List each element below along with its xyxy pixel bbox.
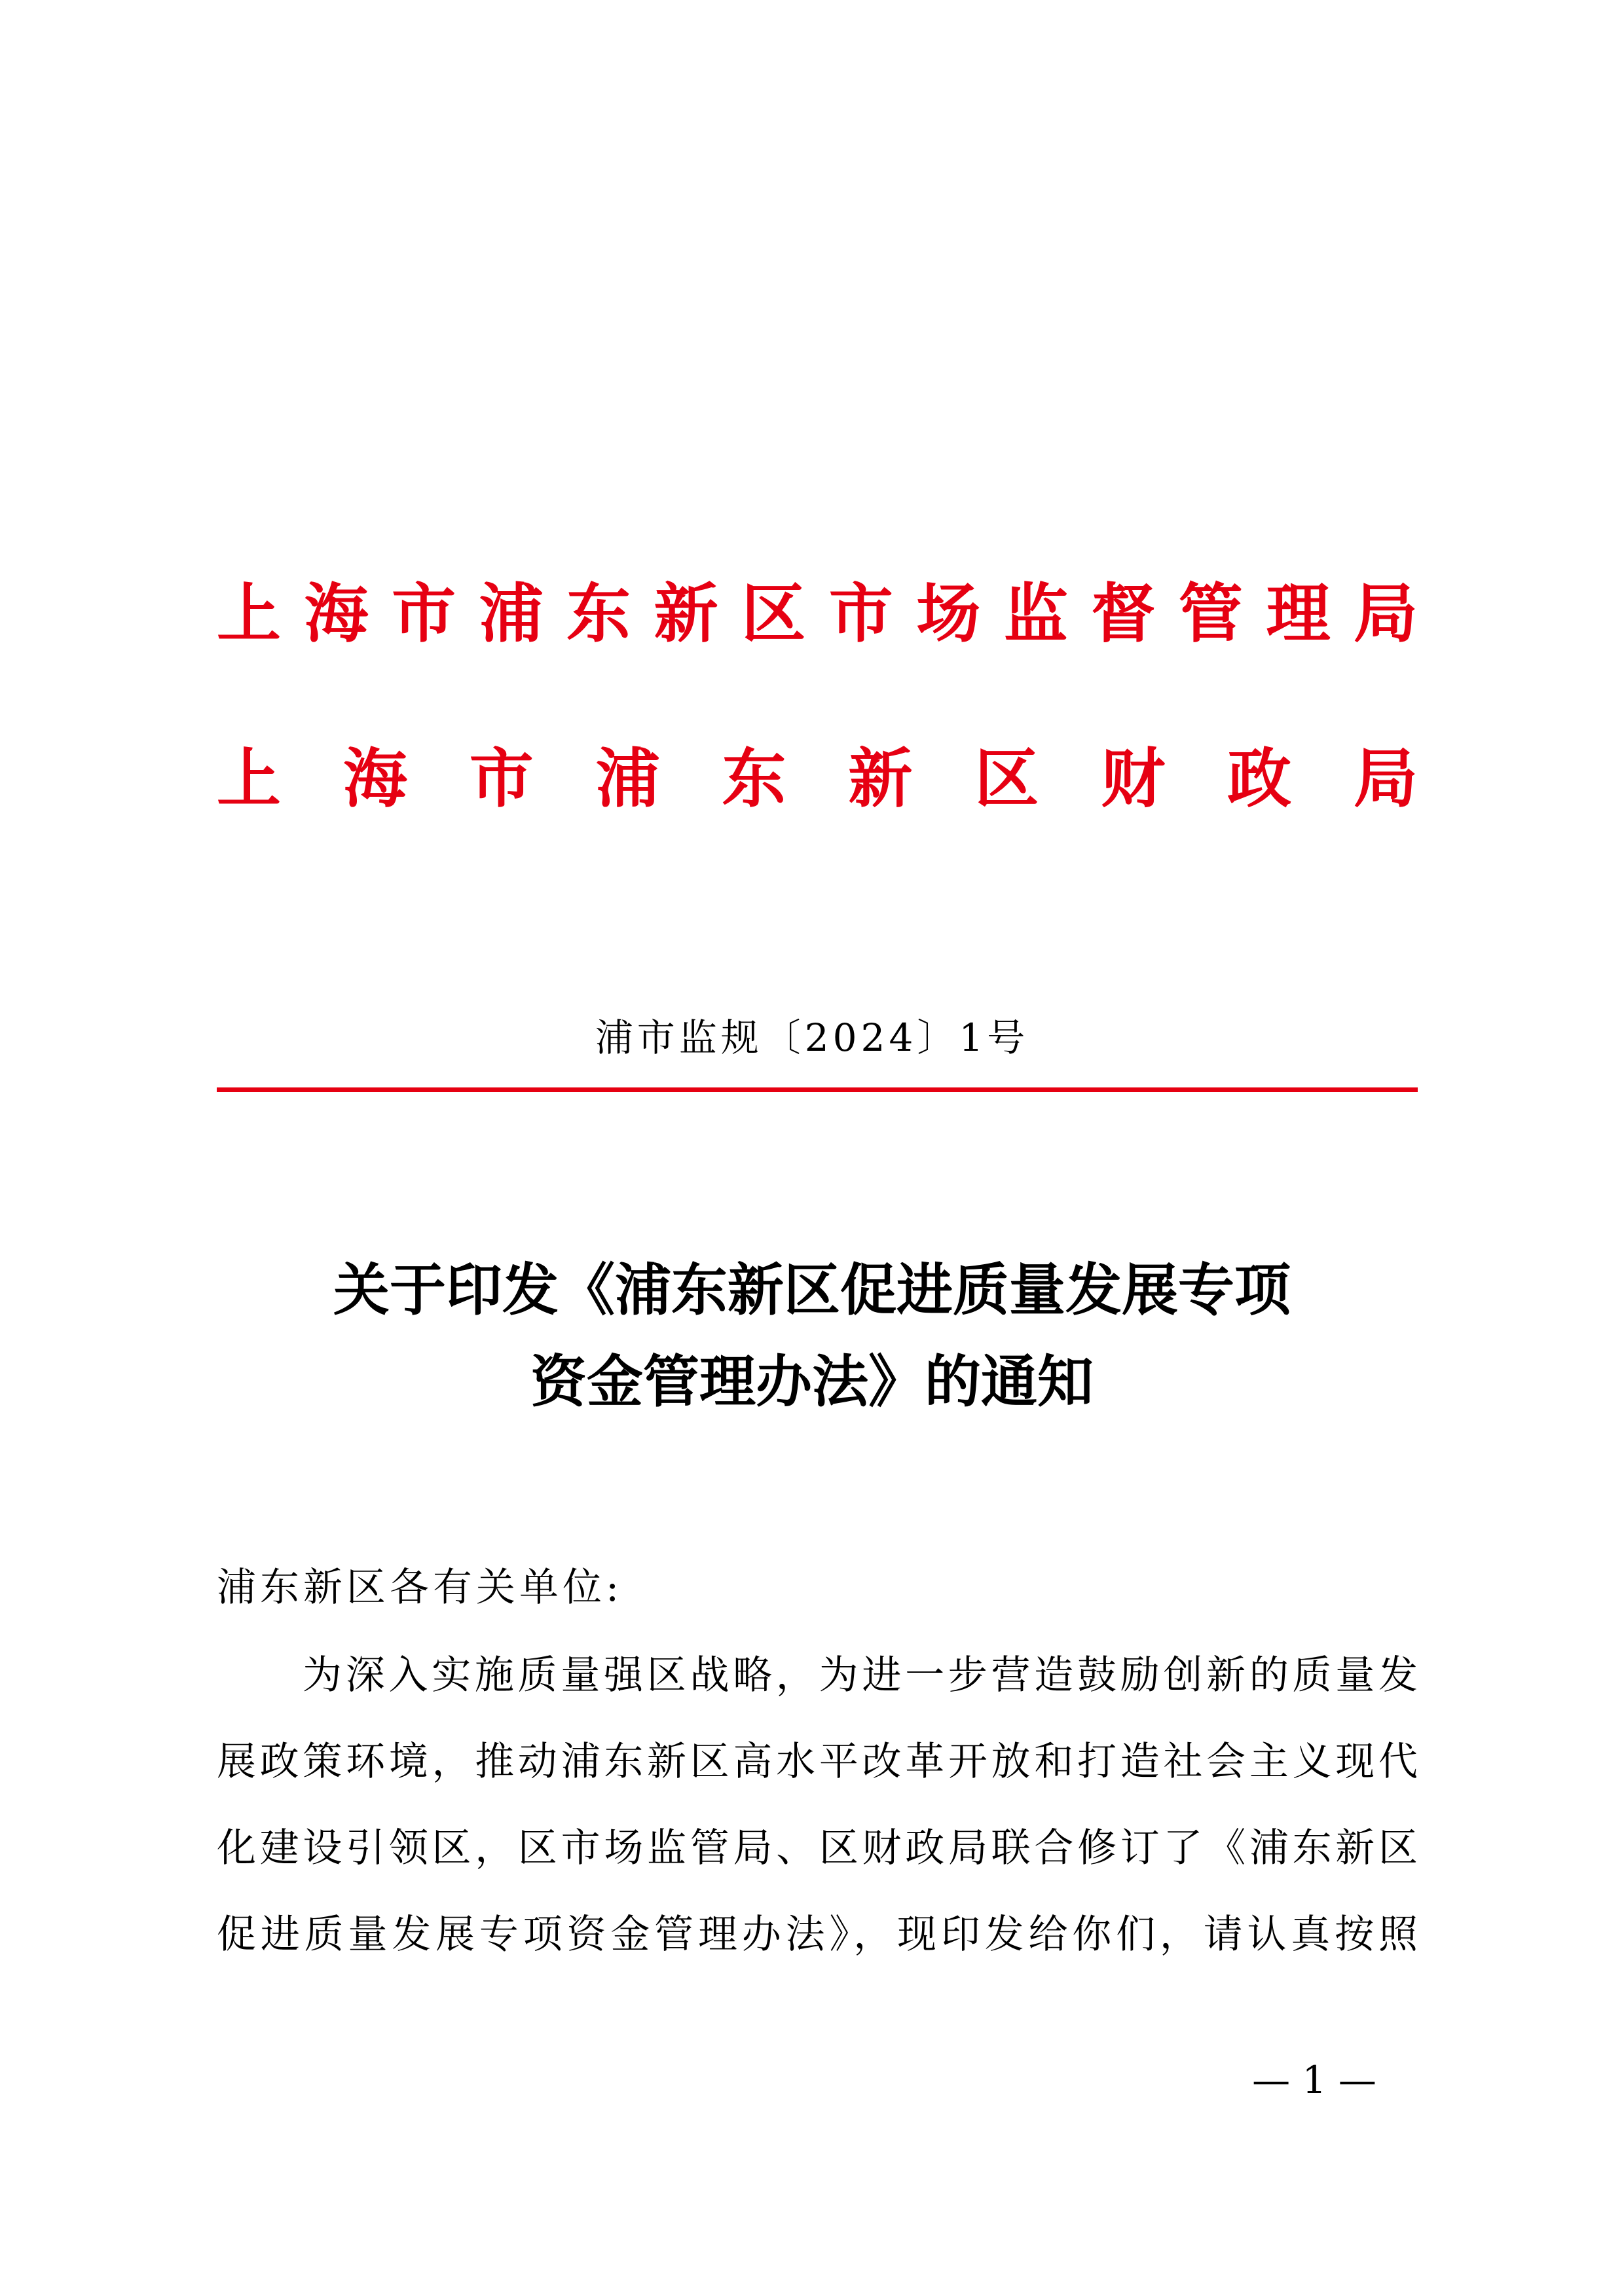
- page-number: — 1 —: [1252, 2058, 1376, 2102]
- document-number: 浦市监规〔2024〕1号: [595, 1015, 1029, 1060]
- salutation: 浦东新区各有关单位:: [217, 1565, 623, 1611]
- body-text-line: 促进质量发展专项资金管理办法》，现印发给你们，请认真按照: [217, 1912, 1418, 1958]
- issuer-name-market-supervision: 上海市浦东新区市场监督管理局: [217, 576, 1418, 651]
- document-title-line-2: 资金管理办法》的通知: [530, 1349, 1094, 1415]
- red-divider-line: [217, 1087, 1418, 1092]
- body-text-line: 为深入实施质量强区战略，为进一步营造鼓励创新的质量发: [303, 1652, 1418, 1698]
- body-text-line: 展政策环境，推动浦东新区高水平改革开放和打造社会主义现代: [217, 1739, 1418, 1785]
- document-title-line-1: 关于印发《浦东新区促进质量发展专项: [333, 1257, 1291, 1323]
- body-text-line: 化建设引领区，区市场监管局、区财政局联合修订了《浦东新区: [217, 1825, 1418, 1871]
- issuer-name-finance-bureau: 上海市浦东新区财政局: [217, 741, 1418, 816]
